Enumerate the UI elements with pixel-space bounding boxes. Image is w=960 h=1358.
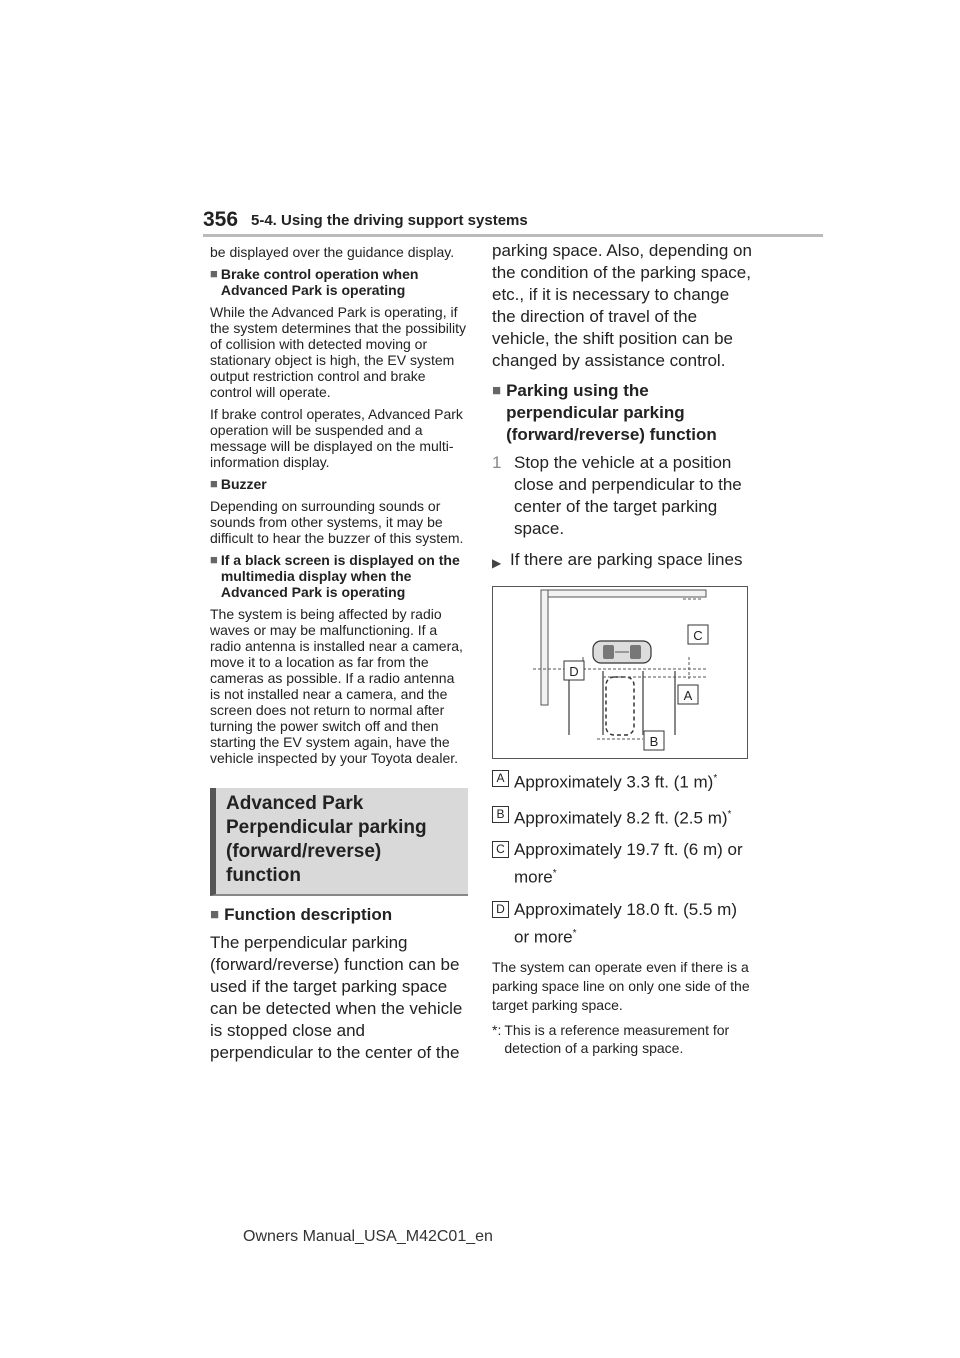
pointer-item <box>492 549 754 574</box>
label-c: C <box>693 628 703 643</box>
legend-item-c <box>492 838 754 890</box>
triangle-pointer-icon: ▶ <box>492 556 502 570</box>
page-footer: Owners Manual_USA_M42C01_en <box>243 1228 493 1245</box>
legend-key: C <box>492 841 509 858</box>
square-bullet-icon: ■ <box>492 382 502 399</box>
black-screen-heading-text: If a black screen is displayed on the multimedia display when the Advanced Park is operating <box>220 552 460 600</box>
legend-text: Approximately 18.0 ft. (5.5 m) or more* <box>514 899 737 947</box>
pointer-text: If there are parking space lines <box>510 550 743 569</box>
brake-heading <box>210 266 468 298</box>
brake-heading-text: Brake control operation when Advanced Park is operating <box>220 266 419 298</box>
legend-key: B <box>492 806 509 823</box>
square-bullet-icon: ■ <box>210 552 218 567</box>
buzzer-heading <box>210 476 468 492</box>
page-number: 356 <box>203 208 239 231</box>
label-a: A <box>683 688 693 703</box>
parking-heading-text: Parking using the perpendicular parking (forward/reverse) function <box>506 381 717 444</box>
right-column <box>492 240 754 1057</box>
legend-key: A <box>492 770 509 787</box>
parking-diagram <box>492 586 748 759</box>
parking-diagram-svg <box>493 587 747 758</box>
buzzer-paragraph: Depending on surrounding sounds or sounds from other systems, it may be difficult to hear the buzzer of this system. <box>210 498 464 546</box>
section-title-box <box>210 788 468 896</box>
parking-heading <box>492 380 754 446</box>
legend-text: Approximately 8.2 ft. (2.5 m)* <box>514 808 732 828</box>
buzzer-heading-text: Buzzer <box>220 476 267 492</box>
continued-paragraph: parking space. Also, depending on the condition of the parking space, etc., if it is necessary to change the direction of travel of the vehicle, the shift position can be changed by assistance control. <box>492 241 752 370</box>
footnote-text: This is a reference measurement for detection of a parking space. <box>504 1021 730 1056</box>
step-number: 1 <box>492 453 502 472</box>
label-d: D <box>569 664 579 679</box>
wall-left <box>541 590 548 705</box>
square-bullet-icon: ■ <box>210 476 218 491</box>
note-paragraph: The system can operate even if there is a parking space line on only one side of the target parking space. <box>492 958 750 1013</box>
function-heading-text: Function description <box>224 905 393 924</box>
black-screen-heading <box>210 552 468 600</box>
car-rear-window <box>603 645 614 659</box>
left-small-text <box>210 244 468 766</box>
intro-text: be displayed over the guidance display. <box>210 244 455 260</box>
legend-item-d <box>492 898 754 950</box>
square-bullet-icon: ■ <box>210 266 218 281</box>
brake-paragraph-1: While the Advanced Park is operating, if the system determines that the possibility of collision with detected moving or stationary object is high, the EV system output restriction control and brake control will operate. <box>210 304 467 400</box>
square-bullet-icon: ■ <box>210 906 220 923</box>
step-1 <box>492 452 754 540</box>
left-column <box>210 244 468 1064</box>
footnote-mark: *: <box>492 1021 502 1038</box>
label-b: B <box>649 734 659 749</box>
footnote <box>492 1021 754 1057</box>
section-title: 5-4. Using the driving support systems <box>251 212 528 229</box>
wall-top <box>541 590 706 597</box>
function-heading <box>210 904 468 926</box>
car-front-window <box>630 645 641 659</box>
function-paragraph: The perpendicular parking (forward/reverse) function can be used if the target parking space can be detected when the vehicle is stopped close and perpendicular to the center of the <box>210 933 463 1062</box>
page-header <box>203 205 823 237</box>
section-box-title: Advanced Park Perpendicular parking (forward/reverse) function <box>226 793 427 886</box>
legend-text: Approximately 19.7 ft. (6 m) or more* <box>514 840 743 887</box>
legend-item-b <box>492 803 754 831</box>
legend-text: Approximately 3.3 ft. (1 m)* <box>514 772 718 792</box>
brake-paragraph-2: If brake control operates, Advanced Park operation will be suspended and a message will be displayed on the multi-information display. <box>210 406 463 470</box>
black-screen-paragraph: The system is being affected by radio waves or may be malfunctioning. If a radio antenna is installed near a camera, move it to a location as far from the cameras as possible. If a radio antenna is not installed near a camera, and the screen does not return to normal after turning the power switch off and then starting the EV system again, have the vehicle inspected by your Toyota dealer. <box>210 606 463 766</box>
step-text: Stop the vehicle at a position close and perpendicular to the center of the target parking space. <box>514 453 742 538</box>
legend-key: D <box>492 901 509 918</box>
target-space-outline <box>606 677 634 735</box>
legend-item-a <box>492 767 754 795</box>
